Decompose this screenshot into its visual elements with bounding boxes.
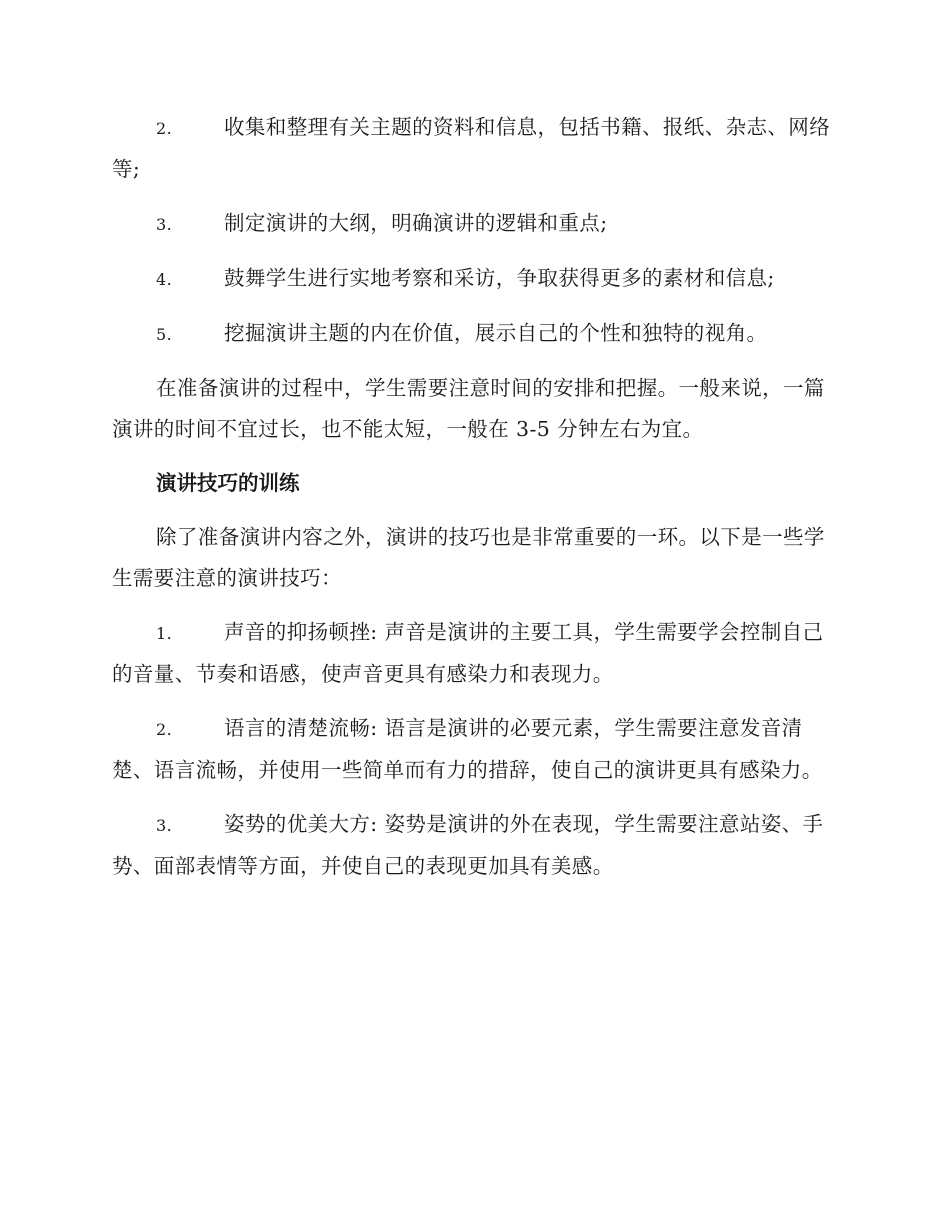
list-number: 3. [156, 215, 173, 234]
list-text: 语言的清楚流畅: 语言是演讲的必要元素，学生需要注意发音清楚、语言流畅，并使用一些简单而有力的措辞，使自己的演讲更具有感染力。 [112, 716, 823, 782]
list-number: 3. [156, 816, 173, 835]
list-number: 2. [156, 720, 173, 739]
list-text: 挖掘演讲主题的内在价值，展示自己的个性和独特的视角。 [224, 321, 768, 345]
list-item [112, 708, 834, 791]
list-number: 1. [156, 624, 173, 643]
list-number: 2. [156, 119, 173, 138]
list-item [112, 203, 834, 245]
list-number: 4. [156, 270, 173, 289]
list-item [112, 107, 834, 190]
list-number: 5. [156, 325, 173, 344]
list-text: 收集和整理有关主题的资料和信息，包括书籍、报纸、杂志、网络等; [112, 115, 831, 181]
paragraph-intro: 除了准备演讲内容之外，演讲的技巧也是非常重要的一环。以下是一些学生需要注意的演讲技巧： [112, 525, 825, 590]
list-text: 声音的抑扬顿挫: 声音是演讲的主要工具，学生需要学会控制自己的音量、节奏和语感，使声音更具有感染力和表现力。 [112, 620, 824, 686]
document-body [112, 107, 834, 900]
list-item [112, 804, 834, 887]
list-item [112, 612, 834, 695]
list-item [112, 258, 834, 300]
list-item [112, 313, 834, 355]
list-text: 姿势的优美大方: 姿势是演讲的外在表现，学生需要注意站姿、手势、面部表情等方面，并使自己的表现更加具有美感。 [112, 812, 824, 878]
section-heading: 演讲技巧的训练 [156, 471, 300, 495]
paragraph-time: 在准备演讲的过程中，学生需要注意时间的安排和把握。一般来说，一篇演讲的时间不宜过长，也不能太短，一般在 3-5 分钟左右为宜。 [112, 376, 825, 441]
list-text: 鼓舞学生进行实地考察和采访，争取获得更多的素材和信息; [224, 266, 775, 290]
list-text: 制定演讲的大纲，明确演讲的逻辑和重点; [224, 211, 608, 235]
